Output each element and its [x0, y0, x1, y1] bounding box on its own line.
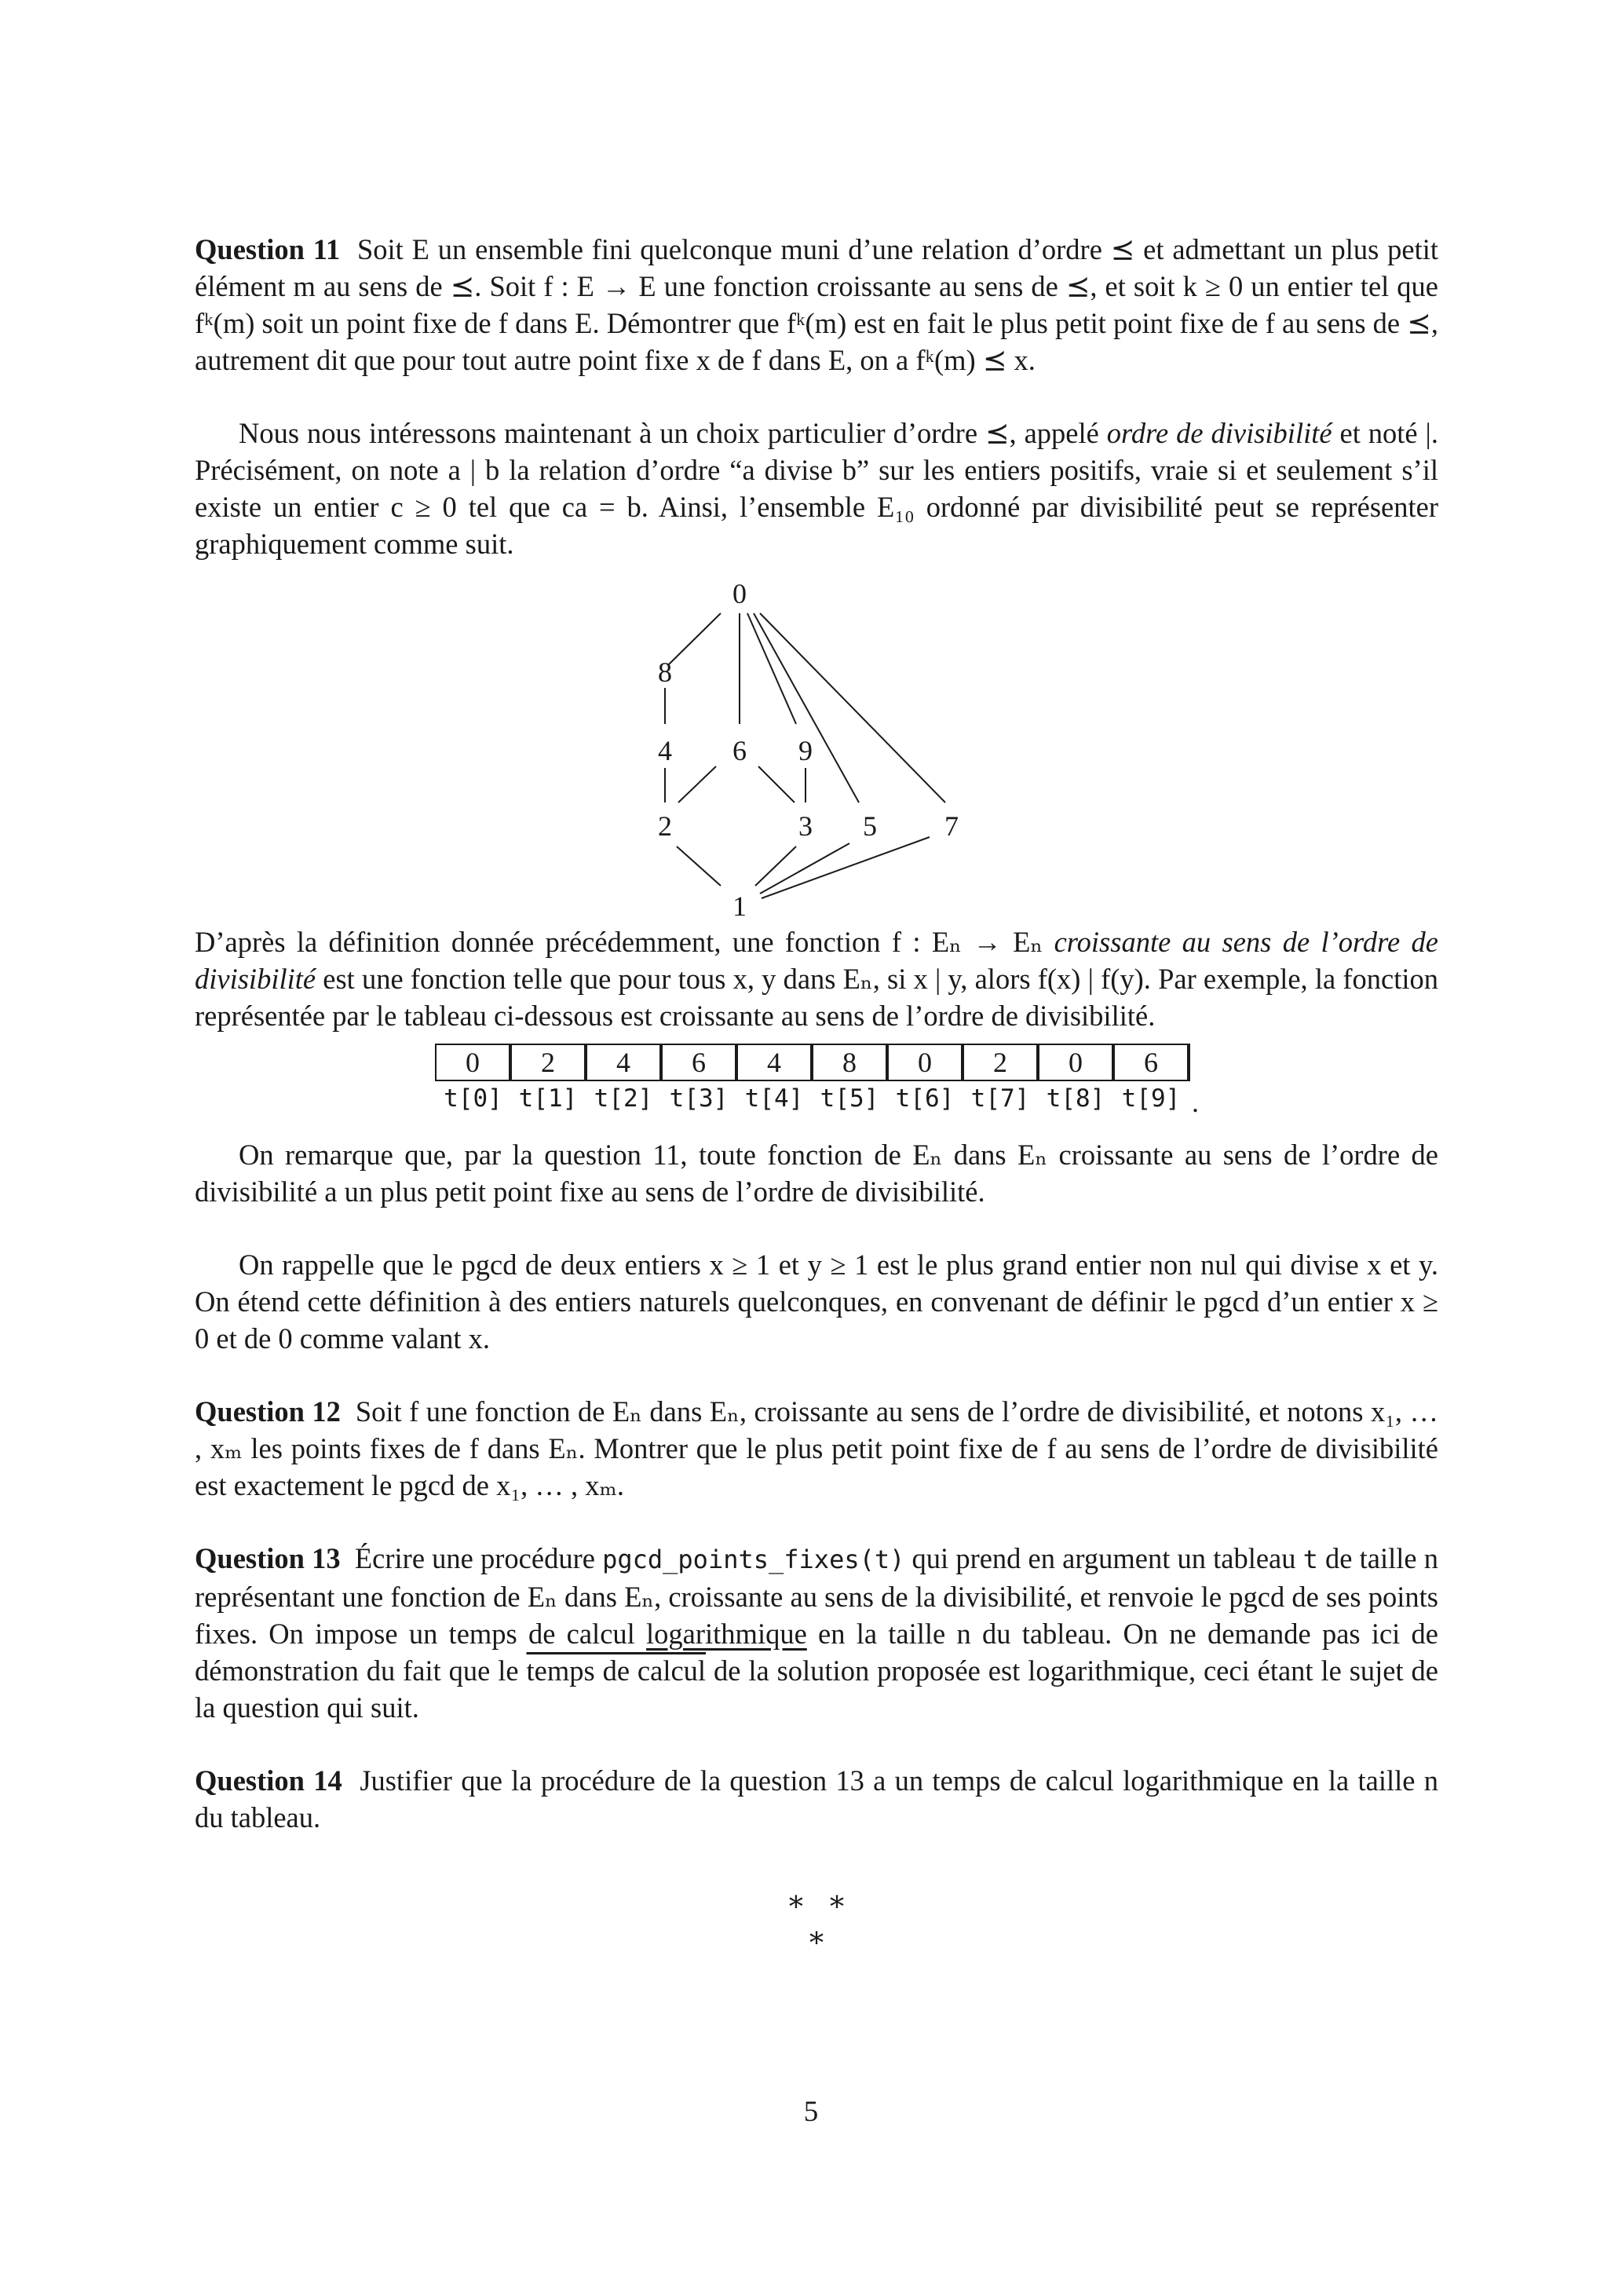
question-14-text: Justifier que la procédure de la question 13 a un temps de calcul logarithmique en la taille n du tableau.	[195, 1764, 1438, 1834]
question-13-text-d: en la taille n du tableau. On ne demande pas ici de démonstration du fait que le	[195, 1618, 1438, 1687]
paragraph-definition	[195, 923, 1438, 1034]
table-index-label: t[9]	[1121, 1084, 1181, 1113]
edge-6-2	[678, 766, 716, 803]
table-value-cell: 6	[661, 1044, 736, 1080]
question-11-label: Question 11	[195, 233, 341, 265]
question-14	[195, 1762, 1438, 1836]
paragraph-remark: On remarque que, par la question 11, toute fonction de Eₙ dans Eₙ croissante au sens de l’ordre de divisibilité a un plus petit point fixe au sens de l’ordre de divisibilité.	[195, 1139, 1438, 1208]
edge-3-1	[755, 846, 796, 886]
edge-0-8	[669, 613, 721, 664]
node-8: 8	[658, 656, 672, 688]
node-2: 2	[658, 810, 672, 842]
definition-text-a: D’après la définition donnée précédemment, une fonction f : Eₙ → Eₙ	[195, 926, 1054, 958]
question-12-text: Soit f une fonction de Eₙ dans Eₙ, croissante au sens de l’ordre de divisibilité, et notons x₁, … , xₘ les points fixes de f dans Eₙ. Montrer que le plus petit point fixe de f au sens de l’ordre de divisibilité est exactement le pgcd de x₁, … , xₘ.	[195, 1395, 1439, 1501]
question-12	[195, 1393, 1438, 1504]
question-12-label: Question 12	[195, 1395, 341, 1428]
table-value-cell: 2	[963, 1044, 1038, 1080]
array-name: t	[1302, 1545, 1318, 1574]
question-13-text-c: de taille n représentant une fonction de Eₙ dans Eₙ, croissante au sens de la divisibilité, et renvoie le pgcd de ses points fixes. On impose un temps de calcul	[195, 1542, 1438, 1650]
table-index-label: t[3]	[669, 1084, 729, 1113]
table-trailing-period: .	[1192, 1087, 1199, 1118]
node-6: 6	[732, 735, 747, 766]
table-index-label: t[4]	[744, 1084, 804, 1113]
table-index-label: t[1]	[518, 1084, 578, 1113]
node-4: 4	[658, 735, 672, 766]
table-value-cell: 4	[586, 1044, 661, 1080]
divisibility-text-a: Nous nous intéressons maintenant à un choix particulier d’ordre ⪯, appelé	[239, 417, 1107, 449]
divisibility-term: ordre de divisibilité	[1106, 417, 1332, 449]
table-index-label: t[7]	[970, 1084, 1030, 1113]
edge-0-9	[747, 613, 796, 724]
definition-term: croissante au sens de l’ordre de divisibilité	[195, 926, 1438, 995]
edge-2-1	[677, 846, 721, 886]
procedure-name: pgcd_points_fixes(t)	[602, 1545, 905, 1574]
page-body	[195, 231, 1438, 1955]
question-14-label: Question 14	[195, 1764, 342, 1797]
table-index-label: t[6]	[895, 1084, 955, 1113]
question-13	[195, 1540, 1438, 1726]
table-value-cell: 4	[736, 1044, 812, 1080]
divisibility-diagram	[195, 562, 1438, 923]
table-index-label: t[8]	[1046, 1084, 1105, 1113]
edge-0-7	[760, 613, 945, 803]
node-0: 0	[732, 578, 747, 609]
paragraph-pgcd: On rappelle que le pgcd de deux entiers x ≥ 1 et y ≥ 1 est le plus grand entier non nul qui divise x et y. On étend cette définition à des entiers naturels quelconques, en convenant de définir le pgcd d’un entier x ≥ 0 et de 0 comme valant x.	[195, 1249, 1438, 1355]
question-11	[195, 231, 1438, 378]
stars-line-1: ∗ ∗	[786, 1885, 847, 1917]
table-value-cell: 8	[812, 1044, 887, 1080]
node-3: 3	[798, 810, 813, 842]
divisibility-graph	[195, 562, 1438, 923]
table-value-cell: 2	[510, 1044, 586, 1080]
table-row-labels	[436, 1080, 1189, 1116]
question-13-text-b: qui prend en argument un tableau	[904, 1542, 1303, 1574]
section-separator-stars	[195, 1883, 1438, 1955]
page-number: 5	[803, 2096, 819, 2128]
table-value-cell: 0	[887, 1044, 963, 1080]
node-9: 9	[798, 735, 813, 766]
node-1: 1	[732, 890, 747, 922]
table-index-label: t[0]	[444, 1084, 502, 1113]
table-value-cell: 6	[1113, 1044, 1189, 1080]
question-11-text: Soit E un ensemble fini quelconque muni d’une relation d’ordre ⪯ et admettant un plus petit élément m au sens de ⪯. Soit f : E → E une fonction croissante au sens de ⪯, et soit k ≥ 0 un entier tel que fᵏ(m) soit un point fixe de f dans E. Démontrer que fᵏ(m) est en fait le plus petit point fixe de f au sens de ⪯, autrement dit que pour tout autre point fixe x de f dans E, on a fᵏ(m) ⪯ x.	[195, 233, 1438, 376]
edge-6-3	[758, 766, 795, 803]
example-table-wrapper	[195, 1044, 1438, 1136]
table-index-label: t[5]	[820, 1084, 879, 1113]
underlined-logarithmique: logarithmique	[646, 1618, 807, 1650]
paragraph-divisibility	[195, 415, 1438, 562]
table-row-values	[436, 1044, 1189, 1080]
stars-line-2: ∗	[806, 1921, 827, 1953]
table-value-cell: 0	[436, 1044, 510, 1080]
node-5: 5	[863, 810, 877, 842]
table-index-label: t[2]	[594, 1084, 653, 1113]
table-value-cell: 0	[1038, 1044, 1113, 1080]
question-13-text-e: de la solution proposée est logarithmique, ceci étant le sujet de la question qui suit.	[195, 1654, 1438, 1724]
definition-text-b: est une fonction telle que pour tous x, y dans Eₙ, si x | y, alors f(x) | f(y). Par exemple, la fonction représentée par le tableau ci-dessous est croissante au sens de l’ordre de divisibilité.	[195, 963, 1438, 1032]
question-13-text-a: Écrire une procédure	[354, 1542, 603, 1574]
node-7: 7	[944, 810, 959, 842]
divisibility-text-b: et noté |. Précisément, on note a | b la relation d’ordre “a divise b” sur les entiers positifs, vraie si et seulement s’il existe un entier c ≥ 0 tel que ca = b. Ainsi, l’ensemble E₁₀ ordonné par divisibilité peut se représenter graphiquement comme suit.	[195, 417, 1438, 560]
overlined-temps-de-calcul: temps de calcul	[526, 1654, 707, 1687]
example-table	[435, 1044, 1190, 1116]
question-13-label: Question 13	[195, 1542, 341, 1574]
